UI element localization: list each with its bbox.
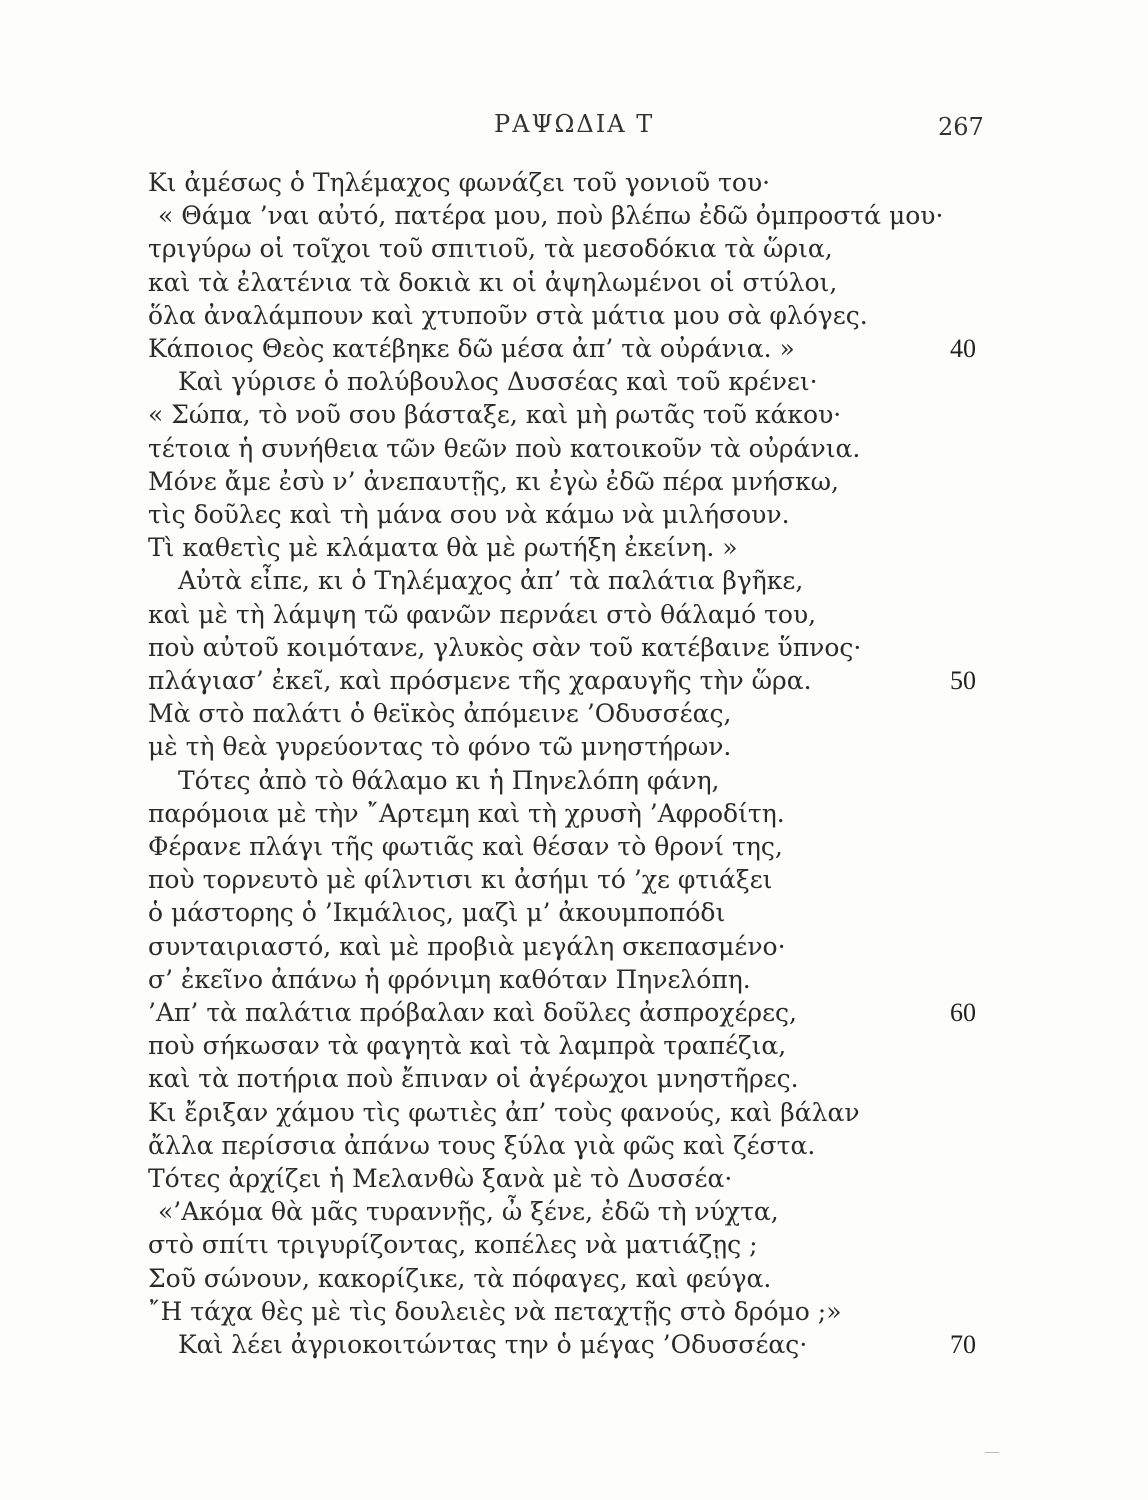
verse-line: τριγύρω οἱ τοῖχοι τοῦ σπιτιοῦ, τὰ μεσοδόκια τὰ ὥρια, [148, 234, 833, 264]
running-header-title: ΡΑΨΩΔΙΑ Τ [494, 110, 655, 138]
verse-line: Κι ἀμέσως ὁ Τηλέμαχος φωνάζει τοῦ γονιοῦ του· [148, 168, 771, 197]
line-number: 60 [950, 998, 976, 1027]
verse-line: Καὶ γύρισε ὁ πολύβουλος Δυσσέας καὶ τοῦ κρένει· [178, 367, 818, 397]
verse-line: στὸ σπίτι τριγυρίζοντας, κοπέλες νὰ ματιάζῃς ; [148, 1230, 758, 1260]
verse-line: Μόνε ἄμε ἐσὺ ν’ ἀνεπαυτῇς, κι ἐγὼ ἐδῶ πέρα μνήσκω, [148, 466, 839, 496]
verse-line: καὶ μὲ τὴ λάμψη τῶ φανῶν περνάει στὸ θάλαμό του, [148, 599, 817, 629]
verse-line: συνταιριαστό, καὶ μὲ προβιὰ μεγάλη σκεπασμένο· [148, 931, 786, 961]
line-number: 50 [950, 666, 976, 695]
line-number: 40 [950, 334, 976, 363]
verse-line: ὅλα ἀναλάμπουν καὶ χτυποῦν στὰ μάτια μου σὰ φλόγες. [148, 300, 868, 330]
verse-line: καὶ τὰ ποτήρια ποὺ ἔπιναν οἱ ἀγέρωχοι μνηστῆρες. [148, 1064, 799, 1094]
verse-line: ποὺ αὐτοῦ κοιμότανε, γλυκὸς σὰν τοῦ κατέβαινε ὕπνος· [148, 632, 862, 662]
verse-line: παρόμοια μὲ τὴν ῎Αρτεμη καὶ τὴ χρυσὴ ’Αφροδίτη. [148, 798, 785, 828]
verse-line: πλάγιασ’ ἐκεῖ, καὶ πρόσμενε τῆς χαραυγῆς τὴν ὥρα. [148, 666, 812, 695]
verse-line: Τότες ἀπὸ τὸ θάλαμο κι ἡ Πηνελόπη φάνη, [178, 765, 720, 795]
verse-line: ὁ μάστορης ὁ ’Ικμάλιος, μαζὶ μ’ ἀκουμποπόδι [148, 898, 726, 928]
verse-line: Καὶ λέει ἀγριοκοιτώντας την ὁ μέγας ’Οδυσσέας· [178, 1330, 808, 1359]
verse-line: Μὰ στὸ παλάτι ὁ θεϊκὸς ἀπόμεινε ’Οδυσσέας, [148, 699, 732, 729]
verse-line: ποὺ τορνευτὸ μὲ φίλντισι κι ἀσήμι τό ’χε φτιάξει [148, 865, 773, 895]
verse-line: Τότες ἀρχίζει ἡ Μελανθὼ ξανὰ μὲ τὸ Δυσσέα· [148, 1164, 733, 1193]
verse-line: ῎Η τάχα θὲς μὲ τὶς δουλειὲς νὰ πεταχτῇς στὸ δρόμο ;» [148, 1296, 842, 1326]
verse-line: ἄλλα περίσσια ἀπάνω τους ξύλα γιὰ φῶς καὶ ζέστα. [148, 1130, 816, 1160]
margin-mark [985, 1452, 999, 1453]
verse-line: Αὐτὰ εἶπε, κι ὁ Τηλέμαχος ἀπ’ τὰ παλάτια βγῆκε, [178, 566, 804, 596]
verse-line: τὶς δοῦλες καὶ τὴ μάνα σου νὰ κάμω νὰ μιλήσουν. [148, 500, 790, 529]
verse-line: Κάποιος Θεὸς κατέβηκε δῶ μέσα ἀπ’ τὰ οὐράνια. » [148, 334, 795, 363]
verse-line: « Σώπα, τὸ νοῦ σου βάσταξε, καὶ μὴ ρωτᾶς τοῦ κάκου· [148, 400, 842, 430]
verse-line: ’Απ’ τὰ παλάτια πρόβαλαν καὶ δοῦλες ἀσπροχέρες, [148, 998, 797, 1027]
verse-line: Κι ἔριξαν χάμου τὶς φωτιὲς ἀπ’ τοὺς φανούς, καὶ βάλαν [148, 1097, 860, 1127]
line-number: 70 [950, 1330, 976, 1359]
verse-line: Τὶ καθετὶς μὲ κλάματα θὰ μὲ ρωτήξη ἐκείνη. » [148, 533, 738, 563]
verse-line: μὲ τὴ θεὰ γυρεύοντας τὸ φόνο τῶ μνηστήρων. [148, 732, 732, 762]
verse-line: «’Ακόμα θὰ μᾶς τυραννῇς, ὦ ξένε, ἐδῶ τὴ νύχτα, [158, 1197, 779, 1227]
verse-line: « Θάμα ’ναι αὐτό, πατέρα μου, ποὺ βλέπω ἐδῶ ὀμπροστά μου· [158, 201, 944, 231]
verse-line: σ’ ἐκεῖνο ἀπάνω ἡ φρόνιμη καθόταν Πηνελόπη. [148, 964, 751, 994]
page-number: 267 [938, 113, 984, 141]
verse-line: Σοῦ σώνουν, κακορίζικε, τὰ πόφαγες, καὶ φεύγα. [148, 1263, 772, 1293]
verse-line: τέτοια ἡ συνήθεια τῶν θεῶν ποὺ κατοικοῦν τὰ οὐράνια. [148, 433, 861, 463]
verse-line: Φέρανε πλάγι τῆς φωτιᾶς καὶ θέσαν τὸ θρονί της, [148, 832, 783, 861]
verse-line: καὶ τὰ ἐλατένια τὰ δοκιὰ κι οἱ ἀψηλωμένοι οἱ στύλοι, [148, 267, 838, 297]
verse-line: ποὺ σήκωσαν τὰ φαγητὰ καὶ τὰ λαμπρὰ τραπέζια, [148, 1031, 787, 1061]
